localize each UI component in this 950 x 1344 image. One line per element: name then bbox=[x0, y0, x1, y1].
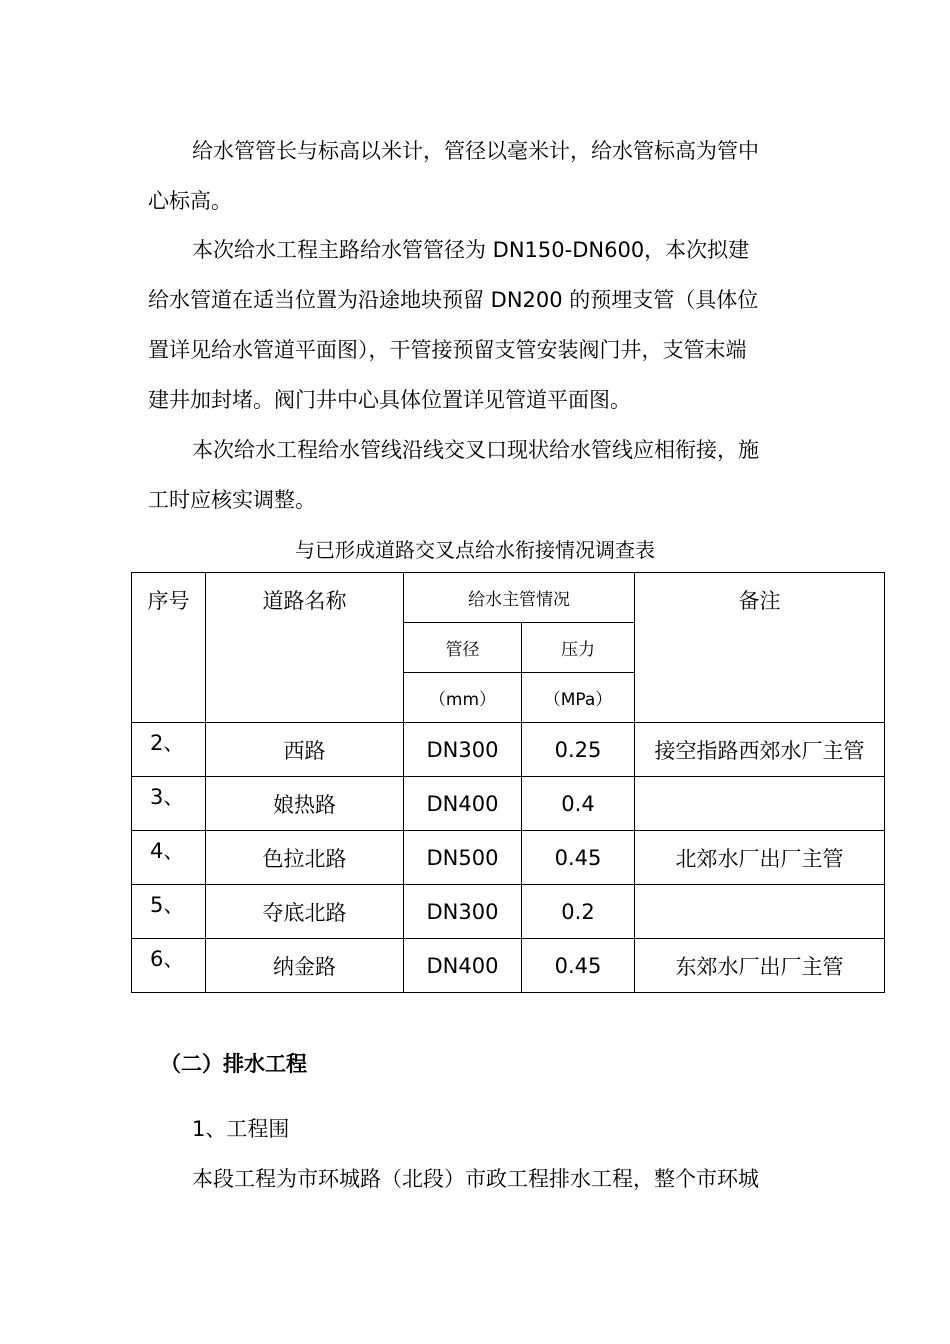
cell-index: 6、 bbox=[132, 939, 206, 993]
table-caption: 与已形成道路交叉点给水衔接情况调查表 bbox=[295, 538, 655, 562]
section-heading: （二）排水工程 bbox=[160, 1052, 307, 1076]
paragraph-line: 本次给水工程主路给水管管径为 DN150-DN600，本次拟建 bbox=[192, 238, 750, 262]
header-main-pipe: 给水主管情况 bbox=[404, 573, 635, 623]
header-diameter-unit: （mm） bbox=[404, 673, 522, 723]
subsection-heading: 1、工程围 bbox=[192, 1117, 290, 1141]
cell-road: 纳金路 bbox=[206, 939, 404, 993]
paragraph-line: 本段工程为市环城路（北段）市政工程排水工程，整个市环城 bbox=[192, 1167, 759, 1191]
header-diameter: 管径 bbox=[404, 623, 522, 673]
cell-road: 西路 bbox=[206, 723, 404, 777]
cell-road: 色拉北路 bbox=[206, 831, 404, 885]
cell-road: 夺底北路 bbox=[206, 885, 404, 939]
paragraph-line: 建井加封堵。阀门井中心具体位置详见管道平面图。 bbox=[148, 388, 631, 412]
table-row bbox=[132, 777, 885, 831]
cell-pressure: 0.2 bbox=[522, 885, 635, 939]
cell-diameter: DN500 bbox=[404, 831, 522, 885]
paragraph-line: 本次给水工程给水管线沿线交叉口现状给水管线应相衔接，施 bbox=[192, 438, 759, 462]
paragraph-line: 给水管道在适当位置为沿途地块预留 DN200 的预埋支管（具体位 bbox=[148, 288, 759, 312]
cell-remark bbox=[635, 885, 885, 939]
cell-remark: 接空指路西郊水厂主管 bbox=[635, 723, 885, 777]
header-index: 序号 bbox=[132, 573, 206, 723]
table-row bbox=[132, 939, 885, 993]
cell-pressure: 0.45 bbox=[522, 831, 635, 885]
pipe-connection-table bbox=[131, 572, 885, 993]
table-row bbox=[132, 723, 885, 777]
header-remark: 备注 bbox=[635, 573, 885, 723]
paragraph-line: 置详见给水管道平面图），干管接预留支管安装阀门井，支管末端 bbox=[148, 338, 747, 362]
paragraph-line: 心标高。 bbox=[148, 189, 232, 213]
cell-diameter: DN300 bbox=[404, 885, 522, 939]
cell-pressure: 0.45 bbox=[522, 939, 635, 993]
header-pressure: 压力 bbox=[522, 623, 635, 673]
table-row bbox=[132, 831, 885, 885]
cell-pressure: 0.4 bbox=[522, 777, 635, 831]
cell-diameter: DN300 bbox=[404, 723, 522, 777]
table-row bbox=[132, 885, 885, 939]
cell-remark: 东郊水厂出厂主管 bbox=[635, 939, 885, 993]
paragraph-line: 工时应核实调整。 bbox=[148, 488, 316, 512]
cell-pressure: 0.25 bbox=[522, 723, 635, 777]
header-road: 道路名称 bbox=[206, 573, 404, 723]
cell-index: 2、 bbox=[132, 723, 206, 777]
cell-index: 5、 bbox=[132, 885, 206, 939]
paragraph-line: 给水管管长与标高以米计，管径以毫米计，给水管标高为管中 bbox=[192, 139, 759, 163]
cell-diameter: DN400 bbox=[404, 939, 522, 993]
cell-diameter: DN400 bbox=[404, 777, 522, 831]
header-pressure-unit: （MPa） bbox=[522, 673, 635, 723]
cell-index: 3、 bbox=[132, 777, 206, 831]
cell-index: 4、 bbox=[132, 831, 206, 885]
cell-remark bbox=[635, 777, 885, 831]
cell-remark: 北郊水厂出厂主管 bbox=[635, 831, 885, 885]
cell-road: 娘热路 bbox=[206, 777, 404, 831]
